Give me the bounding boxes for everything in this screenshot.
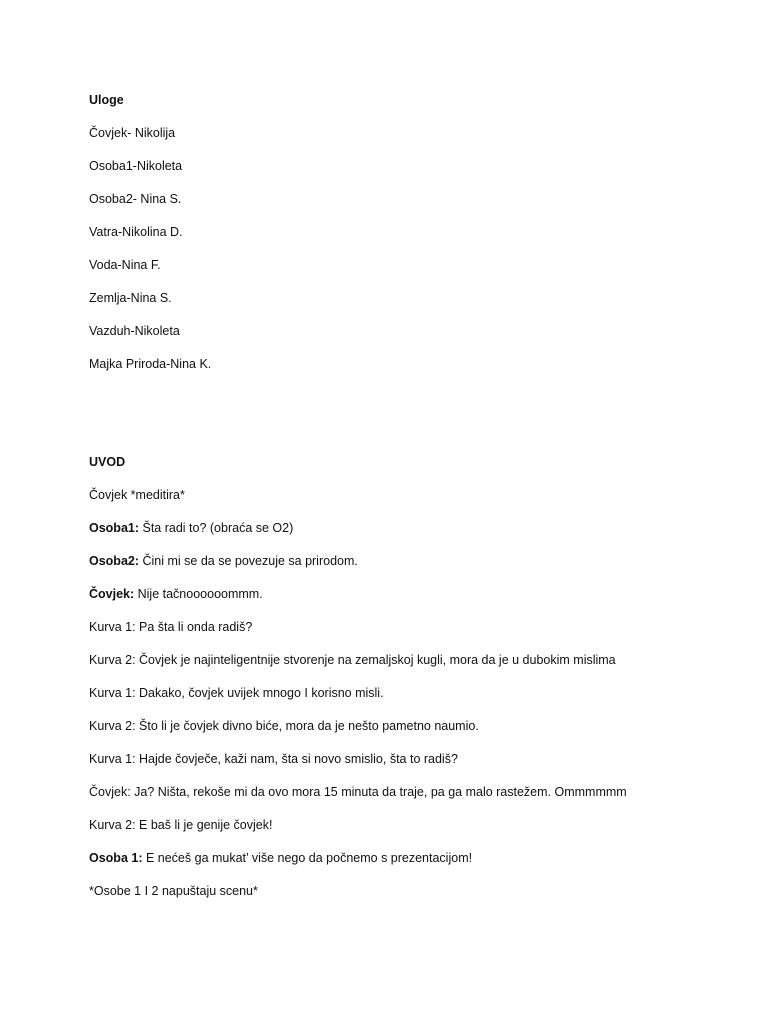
dialogue-line [89, 521, 627, 536]
role-item: Majka Priroda-Nina K. [89, 357, 212, 371]
dialogue-list [89, 488, 627, 899]
role-item: Vazduh-Nikoleta [89, 324, 180, 338]
dialogue-text: Čovjek: Ja? Ništa, rekoše mi da ovo mora 15 minuta da traje, pa ga malo rastežem. Ommmmmm [89, 785, 627, 799]
role-item: Čovjek- Nikolija [89, 126, 176, 140]
speaker-label: Osoba1: [89, 521, 140, 535]
intro-section [89, 455, 627, 917]
role-item: Voda-Nina F. [89, 258, 161, 272]
dialogue-text: Kurva 2: E baš li je genije čovjek! [89, 818, 273, 832]
dialogue-line [89, 686, 627, 701]
dialogue-text: *Osobe 1 I 2 napuštaju scenu* [89, 884, 258, 898]
dialogue-line [89, 851, 627, 866]
dialogue-text: Nije tačnoooooommm. [134, 587, 263, 601]
dialogue-text: Kurva 1: Dakako, čovjek uvijek mnogo I korisno misli. [89, 686, 384, 700]
dialogue-text: Kurva 2: Što li je čovjek divno biće, mora da je nešto pametno naumio. [89, 719, 479, 733]
dialogue-line [89, 554, 627, 569]
speaker-label: Osoba 1: [89, 851, 143, 865]
dialogue-line [89, 620, 627, 635]
intro-heading: UVOD [89, 455, 126, 469]
role-item: Osoba1-Nikoleta [89, 159, 183, 173]
speaker-label: Osoba2: [89, 554, 140, 568]
roles-heading: Uloge [89, 93, 124, 107]
dialogue-text: Kurva 1: Hajde čovječe, kaži nam, šta si novo smislio, šta to radiš? [89, 752, 458, 766]
dialogue-text: Kurva 1: Pa šta li onda radiš? [89, 620, 253, 634]
roles-list [89, 126, 211, 372]
dialogue-text: E nećeš ga mukat’ više nego da počnemo s prezentacijom! [142, 851, 473, 865]
speaker-label: Čovjek: [89, 587, 135, 601]
dialogue-line [89, 587, 627, 602]
dialogue-text: Čovjek *meditira* [89, 488, 185, 502]
dialogue-text: Čini mi se da se povezuje sa prirodom. [139, 554, 358, 568]
dialogue-line [89, 719, 627, 734]
dialogue-line [89, 488, 627, 503]
role-item: Osoba2- Nina S. [89, 192, 182, 206]
role-item: Vatra-Nikolina D. [89, 225, 183, 239]
roles-section [89, 93, 211, 390]
dialogue-line [89, 752, 627, 767]
dialogue-line [89, 653, 627, 668]
dialogue-line [89, 818, 627, 833]
role-item: Zemlja-Nina S. [89, 291, 172, 305]
dialogue-line [89, 884, 627, 899]
dialogue-line [89, 785, 627, 800]
dialogue-text: Kurva 2: Čovjek je najinteligentnije stvorenje na zemaljskoj kugli, mora da je u dubokim mislima [89, 653, 616, 667]
dialogue-text: Šta radi to? (obraća se O2) [139, 521, 294, 535]
